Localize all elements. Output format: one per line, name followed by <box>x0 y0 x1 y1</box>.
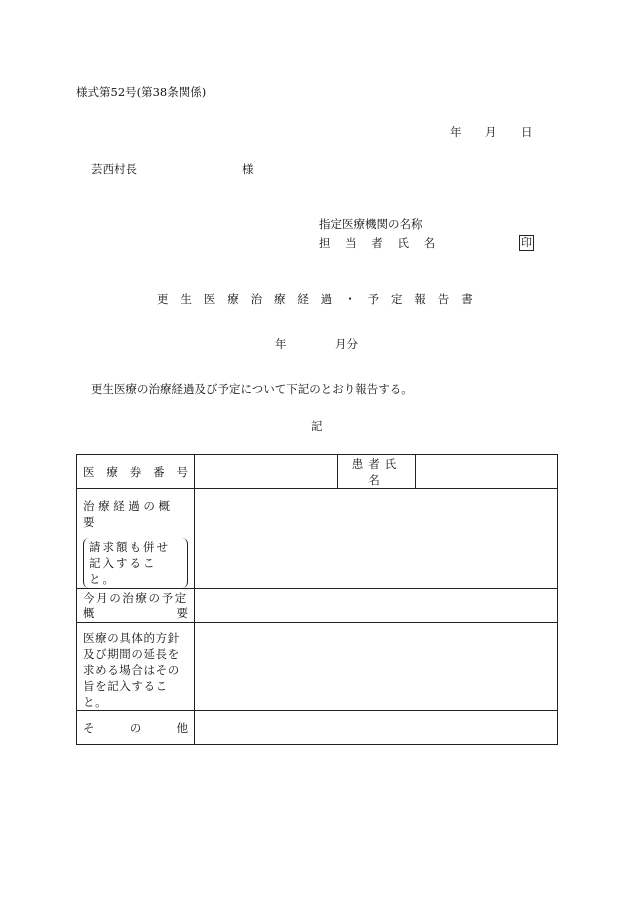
statement: 更生医療の治療経過及び予定について下記のとおり報告する。 <box>91 382 413 396</box>
person-label: 担 当 者 氏 名 <box>319 236 436 250</box>
other-label-cell <box>77 711 195 745</box>
table-row <box>77 489 558 589</box>
plan-label-line2: 概 要 <box>83 605 188 620</box>
table-row <box>77 589 558 623</box>
table-row <box>77 711 558 745</box>
date-year: 年 <box>450 125 462 139</box>
form-number: 様式第52号(第38条関係) <box>76 85 207 99</box>
ticket-number-value[interactable] <box>195 455 338 489</box>
patient-name-value[interactable] <box>416 455 558 489</box>
addressee-honorific: 様 <box>242 162 254 176</box>
ticket-number-label: 医 療 券 番 号 <box>83 464 188 479</box>
date-day: 日 <box>521 125 533 139</box>
plan-label-line1: 今月の治療の予定 <box>83 590 188 605</box>
other-value[interactable] <box>195 711 558 745</box>
patient-name-label-cell <box>338 455 416 489</box>
progress-value[interactable] <box>195 489 558 589</box>
table-row <box>77 623 558 711</box>
addressee-name: 芸西村長 <box>91 162 137 176</box>
date-month: 月 <box>485 125 497 139</box>
plan-label-cell <box>77 589 195 623</box>
ticket-number-label-cell <box>77 455 195 489</box>
other-label: そ の 他 <box>83 720 188 735</box>
seal-mark: 印 <box>521 236 532 249</box>
ki-mark: 記 <box>311 419 323 433</box>
period-month: 月分 <box>335 337 358 351</box>
document-title: 更生医療治療経過・予定報告書 <box>157 292 485 306</box>
progress-note: 請求額も併せ記入すること。 <box>83 538 188 588</box>
report-table <box>76 454 558 745</box>
extension-label-cell <box>77 623 195 711</box>
institution-label: 指定医療機関の名称 <box>319 217 423 231</box>
extension-value[interactable] <box>195 623 558 711</box>
progress-label: 治療経過の概要 <box>83 499 174 529</box>
table-row <box>77 455 558 489</box>
plan-value[interactable] <box>195 589 558 623</box>
period-year: 年 <box>275 337 287 351</box>
extension-label: 医療の具体的方針及び期間の延長を求める場合はその旨を記入すること。 <box>83 631 180 709</box>
progress-label-cell <box>77 489 195 589</box>
patient-name-label: 患者氏名 <box>351 456 402 487</box>
